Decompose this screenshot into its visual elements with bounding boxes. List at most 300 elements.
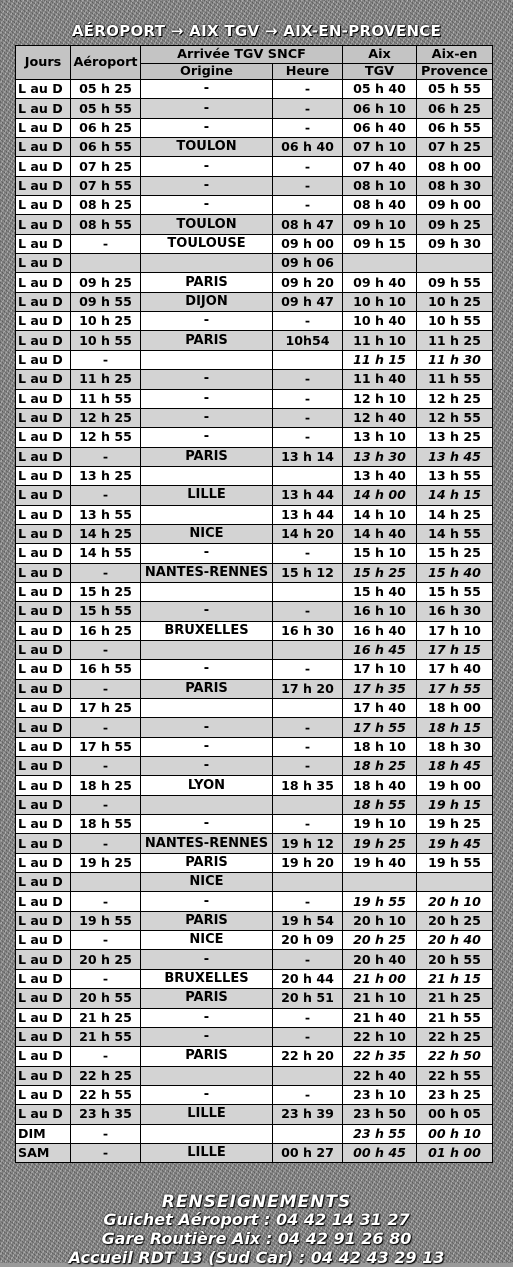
aix-provence-cell: 13 h 55 xyxy=(417,466,493,485)
aix-tgv-cell xyxy=(343,254,417,273)
heure-cell xyxy=(273,795,343,814)
table-row xyxy=(16,544,493,563)
jours-cell: SAM xyxy=(16,1143,71,1162)
jours-cell: L au D xyxy=(16,312,71,331)
aix-tgv-cell: 14 h 10 xyxy=(343,505,417,524)
aix-tgv-cell: 16 h 45 xyxy=(343,640,417,659)
table-row xyxy=(16,234,493,253)
origine-cell: - xyxy=(141,196,273,215)
aix-tgv-cell: 17 h 35 xyxy=(343,679,417,698)
heure-cell: - xyxy=(273,389,343,408)
origine-cell: - xyxy=(141,176,273,195)
aix-tgv-cell: 11 h 40 xyxy=(343,370,417,389)
aix-tgv-cell: 23 h 55 xyxy=(343,1124,417,1143)
header-origine: Origine xyxy=(141,64,273,80)
heure-cell: 09 h 06 xyxy=(273,254,343,273)
jours-cell: L au D xyxy=(16,1085,71,1104)
origine-cell: PARIS xyxy=(141,1047,273,1066)
jours-cell: L au D xyxy=(16,138,71,157)
aix-provence-cell xyxy=(417,254,493,273)
aeroport-cell: - xyxy=(71,350,141,369)
jours-cell: L au D xyxy=(16,911,71,930)
jours-cell: L au D xyxy=(16,815,71,834)
aeroport-cell: 16 h 55 xyxy=(71,660,141,679)
aeroport-cell: - xyxy=(71,757,141,776)
heure-cell: - xyxy=(273,1085,343,1104)
table-row xyxy=(16,1124,493,1143)
origine-cell xyxy=(141,699,273,718)
origine-cell: PARIS xyxy=(141,679,273,698)
heure-cell: 17 h 20 xyxy=(273,679,343,698)
table-row xyxy=(16,737,493,756)
aix-provence-cell: 18 h 45 xyxy=(417,757,493,776)
heure-cell: 22 h 20 xyxy=(273,1047,343,1066)
jours-cell: L au D xyxy=(16,389,71,408)
aix-tgv-cell: 20 h 10 xyxy=(343,911,417,930)
aeroport-cell: - xyxy=(71,834,141,853)
origine-cell xyxy=(141,350,273,369)
jours-cell: L au D xyxy=(16,466,71,485)
aix-tgv-cell: 13 h 40 xyxy=(343,466,417,485)
origine-cell: - xyxy=(141,389,273,408)
aix-tgv-cell: 16 h 40 xyxy=(343,621,417,640)
aix-tgv-cell: 22 h 40 xyxy=(343,1066,417,1085)
heure-cell: - xyxy=(273,370,343,389)
aix-provence-cell: 06 h 55 xyxy=(417,118,493,137)
aix-tgv-cell: 08 h 10 xyxy=(343,176,417,195)
aeroport-cell: 10 h 25 xyxy=(71,312,141,331)
jours-cell: L au D xyxy=(16,1008,71,1027)
table-row xyxy=(16,99,493,118)
origine-cell: TOULOUSE xyxy=(141,234,273,253)
footer-line-bus-station: Gare Routière Aix : 04 42 91 26 80 xyxy=(101,1229,412,1248)
footer-line-airport: Guichet Aéroport : 04 42 14 31 27 xyxy=(103,1210,410,1229)
aix-tgv-cell: 08 h 40 xyxy=(343,196,417,215)
jours-cell: L au D xyxy=(16,157,71,176)
header-aeroport: Aéroport xyxy=(71,46,141,80)
aix-provence-cell: 11 h 55 xyxy=(417,370,493,389)
aix-provence-cell: 20 h 40 xyxy=(417,931,493,950)
aeroport-cell: 21 h 25 xyxy=(71,1008,141,1027)
aeroport-cell: - xyxy=(71,679,141,698)
heure-cell: - xyxy=(273,428,343,447)
jours-cell: L au D xyxy=(16,1027,71,1046)
origine-cell: - xyxy=(141,757,273,776)
origine-cell: PARIS xyxy=(141,273,273,292)
origine-cell: - xyxy=(141,312,273,331)
aeroport-cell: 15 h 55 xyxy=(71,602,141,621)
aeroport-cell: - xyxy=(71,640,141,659)
aeroport-cell: 13 h 55 xyxy=(71,505,141,524)
aix-provence-cell: 05 h 55 xyxy=(417,80,493,99)
origine-cell: - xyxy=(141,1027,273,1046)
aeroport-cell: 22 h 55 xyxy=(71,1085,141,1104)
aix-tgv-cell: 18 h 40 xyxy=(343,776,417,795)
timetable-body xyxy=(16,80,493,1163)
heure-cell xyxy=(273,699,343,718)
aeroport-cell: - xyxy=(71,563,141,582)
jours-cell: L au D xyxy=(16,234,71,253)
jours-cell: L au D xyxy=(16,989,71,1008)
jours-cell: L au D xyxy=(16,582,71,601)
table-row xyxy=(16,853,493,872)
header-jours: Jours xyxy=(16,46,71,80)
table-row xyxy=(16,292,493,311)
heure-cell xyxy=(273,350,343,369)
table-row xyxy=(16,660,493,679)
table-row xyxy=(16,196,493,215)
aeroport-cell: 06 h 55 xyxy=(71,138,141,157)
aix-provence-cell: 12 h 25 xyxy=(417,389,493,408)
heure-cell: 19 h 54 xyxy=(273,911,343,930)
heure-cell: 19 h 20 xyxy=(273,853,343,872)
heure-cell: - xyxy=(273,950,343,969)
aix-provence-cell: 15 h 40 xyxy=(417,563,493,582)
aix-tgv-cell: 14 h 00 xyxy=(343,486,417,505)
aix-provence-cell: 18 h 00 xyxy=(417,699,493,718)
table-row xyxy=(16,776,493,795)
heure-cell: - xyxy=(273,408,343,427)
table-row xyxy=(16,815,493,834)
origine-cell xyxy=(141,254,273,273)
aix-provence-cell: 20 h 55 xyxy=(417,950,493,969)
aix-provence-cell: 11 h 30 xyxy=(417,350,493,369)
aix-tgv-cell: 22 h 35 xyxy=(343,1047,417,1066)
table-row xyxy=(16,350,493,369)
table-row xyxy=(16,931,493,950)
origine-cell: NANTES-RENNES xyxy=(141,834,273,853)
aix-provence-cell: 22 h 55 xyxy=(417,1066,493,1085)
aix-provence-cell: 19 h 00 xyxy=(417,776,493,795)
jours-cell: L au D xyxy=(16,254,71,273)
jours-cell: L au D xyxy=(16,99,71,118)
table-row xyxy=(16,640,493,659)
aix-provence-cell: 10 h 25 xyxy=(417,292,493,311)
heure-cell: - xyxy=(273,176,343,195)
aix-tgv-cell: 18 h 25 xyxy=(343,757,417,776)
jours-cell: L au D xyxy=(16,80,71,99)
origine-cell xyxy=(141,466,273,485)
aix-provence-cell: 20 h 10 xyxy=(417,892,493,911)
aix-provence-cell: 17 h 15 xyxy=(417,640,493,659)
aix-provence-cell: 12 h 55 xyxy=(417,408,493,427)
aeroport-cell: 13 h 25 xyxy=(71,466,141,485)
aix-tgv-cell: 16 h 10 xyxy=(343,602,417,621)
table-row xyxy=(16,254,493,273)
aix-provence-cell: 23 h 25 xyxy=(417,1085,493,1104)
aix-provence-cell: 11 h 25 xyxy=(417,331,493,350)
origine-cell: LILLE xyxy=(141,1143,273,1162)
origine-cell: - xyxy=(141,892,273,911)
timetable xyxy=(15,45,493,1163)
aix-tgv-cell: 19 h 55 xyxy=(343,892,417,911)
aeroport-cell: 05 h 55 xyxy=(71,99,141,118)
jours-cell: L au D xyxy=(16,795,71,814)
aix-provence-cell: 09 h 55 xyxy=(417,273,493,292)
header-arrivee-tgv: Arrivée TGV SNCF xyxy=(141,46,343,64)
heure-cell: 15 h 12 xyxy=(273,563,343,582)
aix-provence-cell: 00 h 10 xyxy=(417,1124,493,1143)
header-tgv: TGV xyxy=(343,64,417,80)
heure-cell: - xyxy=(273,157,343,176)
table-row xyxy=(16,1027,493,1046)
aeroport-cell: 19 h 55 xyxy=(71,911,141,930)
heure-cell: - xyxy=(273,118,343,137)
aix-provence-cell: 09 h 25 xyxy=(417,215,493,234)
table-row xyxy=(16,312,493,331)
heure-cell: 10h54 xyxy=(273,331,343,350)
jours-cell: L au D xyxy=(16,176,71,195)
jours-cell: L au D xyxy=(16,621,71,640)
header-provence: Provence xyxy=(417,64,493,80)
jours-cell: L au D xyxy=(16,524,71,543)
aix-tgv-cell: 07 h 10 xyxy=(343,138,417,157)
aeroport-cell: 12 h 55 xyxy=(71,428,141,447)
origine-cell: - xyxy=(141,718,273,737)
table-row xyxy=(16,505,493,524)
aix-provence-cell: 08 h 30 xyxy=(417,176,493,195)
heure-cell: 14 h 20 xyxy=(273,524,343,543)
table-row xyxy=(16,486,493,505)
aix-provence-cell: 22 h 25 xyxy=(417,1027,493,1046)
heure-cell: - xyxy=(273,80,343,99)
aeroport-cell: 08 h 55 xyxy=(71,215,141,234)
aix-tgv-cell: 20 h 25 xyxy=(343,931,417,950)
aix-provence-cell: 17 h 40 xyxy=(417,660,493,679)
heure-cell: - xyxy=(273,1027,343,1046)
jours-cell: L au D xyxy=(16,1047,71,1066)
aix-tgv-cell: 23 h 10 xyxy=(343,1085,417,1104)
aix-provence-cell: 13 h 45 xyxy=(417,447,493,466)
aix-tgv-cell: 19 h 10 xyxy=(343,815,417,834)
origine-cell: DIJON xyxy=(141,292,273,311)
aix-tgv-cell: 12 h 10 xyxy=(343,389,417,408)
heure-cell: - xyxy=(273,196,343,215)
origine-cell: - xyxy=(141,737,273,756)
aeroport-cell: 17 h 25 xyxy=(71,699,141,718)
jours-cell: L au D xyxy=(16,118,71,137)
aeroport-cell: 22 h 25 xyxy=(71,1066,141,1085)
table-row xyxy=(16,138,493,157)
jours-cell: L au D xyxy=(16,950,71,969)
aeroport-cell: 17 h 55 xyxy=(71,737,141,756)
table-row xyxy=(16,950,493,969)
aix-provence-cell: 21 h 55 xyxy=(417,1008,493,1027)
table-row xyxy=(16,157,493,176)
heure-cell: 23 h 39 xyxy=(273,1105,343,1124)
aix-tgv-cell: 22 h 10 xyxy=(343,1027,417,1046)
heure-cell: 20 h 09 xyxy=(273,931,343,950)
origine-cell: PARIS xyxy=(141,989,273,1008)
aix-tgv-cell: 06 h 10 xyxy=(343,99,417,118)
origine-cell: TOULON xyxy=(141,215,273,234)
table-row xyxy=(16,563,493,582)
aix-provence-cell: 17 h 10 xyxy=(417,621,493,640)
aix-tgv-cell: 09 h 15 xyxy=(343,234,417,253)
jours-cell: L au D xyxy=(16,931,71,950)
jours-cell: L au D xyxy=(16,699,71,718)
heure-cell: 09 h 47 xyxy=(273,292,343,311)
aix-tgv-cell: 07 h 40 xyxy=(343,157,417,176)
aix-provence-cell: 15 h 25 xyxy=(417,544,493,563)
table-row xyxy=(16,699,493,718)
heure-cell: - xyxy=(273,718,343,737)
table-row xyxy=(16,273,493,292)
heure-cell: 00 h 27 xyxy=(273,1143,343,1162)
table-row xyxy=(16,389,493,408)
aeroport-cell: 15 h 25 xyxy=(71,582,141,601)
origine-cell: BRUXELLES xyxy=(141,621,273,640)
aix-provence-cell: 22 h 50 xyxy=(417,1047,493,1066)
aix-provence-cell: 10 h 55 xyxy=(417,312,493,331)
aeroport-cell: 20 h 55 xyxy=(71,989,141,1008)
heure-cell xyxy=(273,873,343,892)
heure-cell: - xyxy=(273,892,343,911)
jours-cell: L au D xyxy=(16,969,71,988)
table-row xyxy=(16,1085,493,1104)
jours-cell: L au D xyxy=(16,486,71,505)
aeroport-cell: 11 h 25 xyxy=(71,370,141,389)
table-row xyxy=(16,911,493,930)
aeroport-cell: - xyxy=(71,969,141,988)
jours-cell: L au D xyxy=(16,563,71,582)
table-row xyxy=(16,989,493,1008)
jours-cell: L au D xyxy=(16,1105,71,1124)
origine-cell: - xyxy=(141,80,273,99)
table-row xyxy=(16,1066,493,1085)
table-row xyxy=(16,873,493,892)
table-row xyxy=(16,795,493,814)
origine-cell: NICE xyxy=(141,931,273,950)
table-row xyxy=(16,370,493,389)
aeroport-cell: - xyxy=(71,718,141,737)
aeroport-cell: 09 h 55 xyxy=(71,292,141,311)
jours-cell: L au D xyxy=(16,505,71,524)
aix-tgv-cell: 10 h 10 xyxy=(343,292,417,311)
origine-cell xyxy=(141,1066,273,1085)
footer-heading: RENSEIGNEMENTS xyxy=(161,1192,352,1212)
table-row xyxy=(16,1105,493,1124)
origine-cell: - xyxy=(141,1085,273,1104)
origine-cell: LILLE xyxy=(141,1105,273,1124)
aix-tgv-cell: 17 h 40 xyxy=(343,699,417,718)
table-row xyxy=(16,215,493,234)
table-row xyxy=(16,524,493,543)
heure-cell: - xyxy=(273,1008,343,1027)
origine-cell: - xyxy=(141,428,273,447)
jours-cell: L au D xyxy=(16,776,71,795)
aix-tgv-cell: 13 h 30 xyxy=(343,447,417,466)
heure-cell xyxy=(273,640,343,659)
table-row xyxy=(16,80,493,99)
table-row xyxy=(16,447,493,466)
origine-cell: LYON xyxy=(141,776,273,795)
aeroport-cell: 18 h 55 xyxy=(71,815,141,834)
jours-cell: L au D xyxy=(16,1066,71,1085)
heure-cell: - xyxy=(273,660,343,679)
aix-provence-cell: 01 h 00 xyxy=(417,1143,493,1162)
heure-cell: - xyxy=(273,602,343,621)
aix-tgv-cell: 15 h 25 xyxy=(343,563,417,582)
heure-cell: 19 h 12 xyxy=(273,834,343,853)
aix-provence-cell: 13 h 25 xyxy=(417,428,493,447)
aeroport-cell: 08 h 25 xyxy=(71,196,141,215)
aix-tgv-cell: 14 h 40 xyxy=(343,524,417,543)
heure-cell: - xyxy=(273,815,343,834)
heure-cell: 20 h 51 xyxy=(273,989,343,1008)
table-row xyxy=(16,969,493,988)
aix-tgv-cell: 19 h 40 xyxy=(343,853,417,872)
aix-tgv-cell: 18 h 55 xyxy=(343,795,417,814)
aix-tgv-cell: 21 h 40 xyxy=(343,1008,417,1027)
jours-cell: L au D xyxy=(16,757,71,776)
aix-provence-cell: 00 h 05 xyxy=(417,1105,493,1124)
jours-cell: L au D xyxy=(16,602,71,621)
aeroport-cell: - xyxy=(71,1124,141,1143)
aix-provence-cell: 14 h 15 xyxy=(417,486,493,505)
aeroport-cell: 12 h 25 xyxy=(71,408,141,427)
origine-cell: - xyxy=(141,815,273,834)
heure-cell: 08 h 47 xyxy=(273,215,343,234)
origine-cell: PARIS xyxy=(141,331,273,350)
aix-provence-cell: 06 h 25 xyxy=(417,99,493,118)
aix-tgv-cell: 21 h 00 xyxy=(343,969,417,988)
heure-cell xyxy=(273,466,343,485)
jours-cell: L au D xyxy=(16,660,71,679)
aix-provence-cell: 16 h 30 xyxy=(417,602,493,621)
aix-tgv-cell: 23 h 50 xyxy=(343,1105,417,1124)
aix-provence-cell: 19 h 45 xyxy=(417,834,493,853)
origine-cell: BRUXELLES xyxy=(141,969,273,988)
table-row xyxy=(16,718,493,737)
aeroport-cell: 07 h 55 xyxy=(71,176,141,195)
jours-cell: L au D xyxy=(16,718,71,737)
jours-cell: L au D xyxy=(16,544,71,563)
origine-cell: - xyxy=(141,370,273,389)
aix-provence-cell: 18 h 15 xyxy=(417,718,493,737)
heure-cell: - xyxy=(273,312,343,331)
header-heure: Heure xyxy=(273,64,343,80)
jours-cell: L au D xyxy=(16,447,71,466)
jours-cell: L au D xyxy=(16,640,71,659)
aix-tgv-cell: 21 h 10 xyxy=(343,989,417,1008)
aix-provence-cell: 18 h 30 xyxy=(417,737,493,756)
aix-provence-cell: 20 h 25 xyxy=(417,911,493,930)
aix-tgv-cell: 12 h 40 xyxy=(343,408,417,427)
aix-provence-cell: 15 h 55 xyxy=(417,582,493,601)
table-row xyxy=(16,1008,493,1027)
heure-cell: 13 h 44 xyxy=(273,486,343,505)
origine-cell: - xyxy=(141,602,273,621)
table-row xyxy=(16,1143,493,1162)
aeroport-cell: - xyxy=(71,892,141,911)
aix-tgv-cell: 06 h 40 xyxy=(343,118,417,137)
table-row xyxy=(16,331,493,350)
aix-tgv-cell: 10 h 40 xyxy=(343,312,417,331)
jours-cell: L au D xyxy=(16,350,71,369)
page-title: AÉROPORT → AIX TGV → AIX-EN-PROVENCE xyxy=(71,22,442,40)
heure-cell xyxy=(273,582,343,601)
table-row xyxy=(16,582,493,601)
aeroport-cell: 06 h 25 xyxy=(71,118,141,137)
jours-cell: L au D xyxy=(16,292,71,311)
aix-tgv-cell: 09 h 40 xyxy=(343,273,417,292)
table-row xyxy=(16,892,493,911)
table-row xyxy=(16,1047,493,1066)
origine-cell: PARIS xyxy=(141,911,273,930)
aix-tgv-cell xyxy=(343,873,417,892)
aeroport-cell: 14 h 25 xyxy=(71,524,141,543)
